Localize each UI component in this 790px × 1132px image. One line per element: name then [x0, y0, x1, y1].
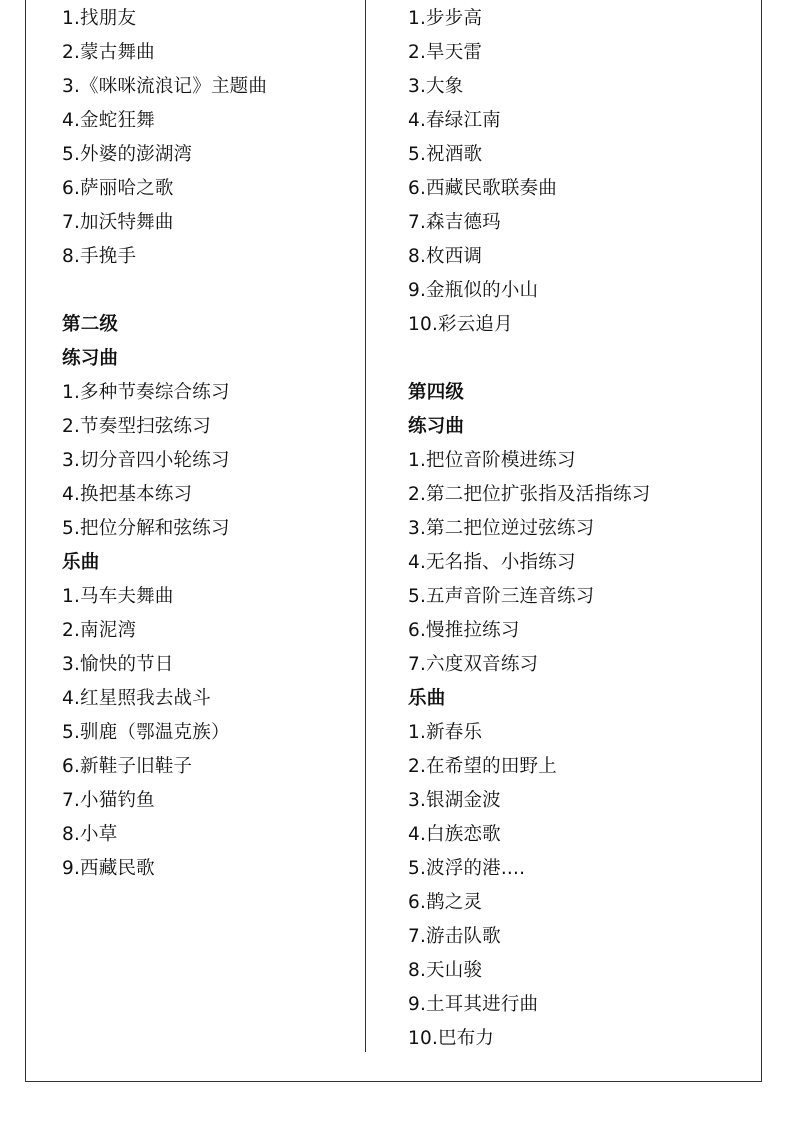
list-item: 2.在希望的田野上	[408, 756, 557, 777]
list-item: 7.加沃特舞曲	[62, 212, 174, 233]
list-item: 9.土耳其进行曲	[408, 994, 539, 1015]
list-item: 6.新鞋子旧鞋子	[62, 756, 193, 777]
list-item: 9.金瓶似的小山	[408, 280, 539, 301]
left-column	[62, 2, 267, 886]
list-item: 1.步步高	[408, 8, 483, 29]
list-item: 1.新春乐	[408, 722, 483, 743]
section-heading: 练习曲	[408, 416, 465, 437]
list-item: 2.蒙古舞曲	[62, 42, 155, 63]
list-item: 5.驯鹿（鄂温克族）	[62, 722, 230, 743]
list-item: 4.春绿江南	[408, 110, 501, 131]
list-item: 8.枚西调	[408, 246, 483, 267]
list-item: 6.鹊之灵	[408, 892, 483, 913]
list-item: 3.银湖金波	[408, 790, 501, 811]
column-divider	[365, 0, 366, 1052]
section-heading: 乐曲	[408, 688, 446, 709]
list-item: 7.森吉德玛	[408, 212, 501, 233]
list-item: 5.波浮的港....	[408, 858, 526, 879]
list-item: 4.红星照我去战斗	[62, 688, 211, 709]
list-item: 4.换把基本练习	[62, 484, 193, 505]
list-item: 8.手挽手	[62, 246, 137, 267]
list-item: 3.《咪咪流浪记》主题曲	[62, 76, 268, 97]
blank-line	[62, 274, 267, 308]
section-heading: 第四级	[408, 382, 465, 403]
section-heading: 第二级	[62, 314, 119, 335]
list-item: 2.旱天雷	[408, 42, 483, 63]
list-item: 7.游击队歌	[408, 926, 501, 947]
list-item: 3.愉快的节日	[62, 654, 174, 675]
list-item: 4.金蛇狂舞	[62, 110, 155, 131]
right-column	[408, 2, 650, 1056]
list-item: 4.白族恋歌	[408, 824, 501, 845]
section-heading: 乐曲	[62, 552, 100, 573]
list-item: 2.南泥湾	[62, 620, 137, 641]
list-item: 4.无名指、小指练习	[408, 552, 576, 573]
section-heading: 练习曲	[62, 348, 119, 369]
list-item: 2.第二把位扩张指及活指练习	[408, 484, 651, 505]
list-item: 2.节奏型扫弦练习	[62, 416, 211, 437]
list-item: 7.六度双音练习	[408, 654, 539, 675]
blank-line	[408, 342, 650, 376]
list-item: 3.大象	[408, 76, 464, 97]
list-item: 3.切分音四小轮练习	[62, 450, 230, 471]
list-item: 7.小猫钓鱼	[62, 790, 155, 811]
list-item: 5.外婆的澎湖湾	[62, 144, 193, 165]
list-item: 8.小草	[62, 824, 118, 845]
list-item: 10.巴布力	[408, 1028, 495, 1049]
list-item: 9.西藏民歌	[62, 858, 155, 879]
list-item: 5.祝酒歌	[408, 144, 483, 165]
list-item: 6.萨丽哈之歌	[62, 178, 174, 199]
list-item: 10.彩云追月	[408, 314, 513, 335]
list-item: 6.慢推拉练习	[408, 620, 520, 641]
list-item: 3.第二把位逆过弦练习	[408, 518, 595, 539]
list-item: 1.把位音阶模进练习	[408, 450, 576, 471]
list-item: 8.天山骏	[408, 960, 483, 981]
list-item: 1.马车夫舞曲	[62, 586, 174, 607]
list-item: 1.找朋友	[62, 8, 137, 29]
list-item: 6.西藏民歌联奏曲	[408, 178, 557, 199]
list-item: 5.把位分解和弦练习	[62, 518, 230, 539]
list-item: 5.五声音阶三连音练习	[408, 586, 595, 607]
list-item: 1.多种节奏综合练习	[62, 382, 230, 403]
